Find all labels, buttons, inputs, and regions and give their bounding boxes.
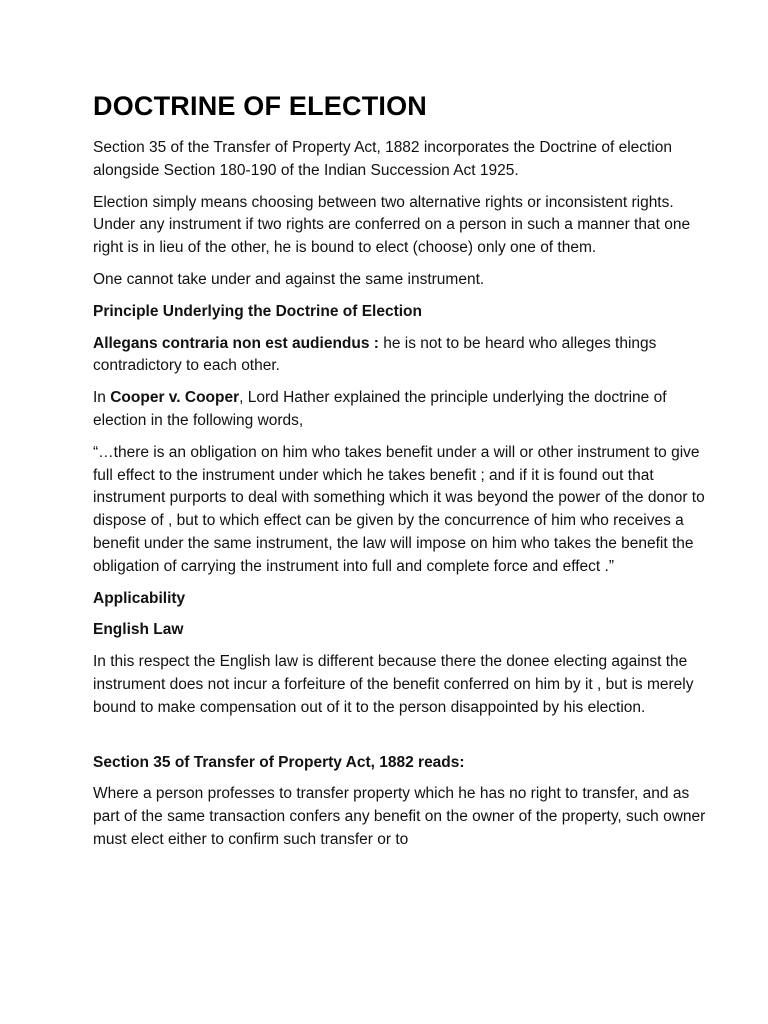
spacer: [93, 729, 708, 752]
paragraph-english-law: In this respect the English law is different because there the donee electing against the instrument does not incur a forfeiture of the benefit conferred on him by it , but is merely bound to make compensation out of it to the person disappointed by his election.: [93, 653, 694, 716]
heading-section35: Section 35 of Transfer of Property Act, 1882 reads:: [93, 753, 465, 771]
paragraph-cannot-take: One cannot take under and against the same instrument.: [93, 270, 485, 288]
paragraph-election-definition: Election simply means choosing between two alternative rights or inconsistent rights. Under any instrument if two rights are conferred on a person in such a manner that one right is in lieu of the other, he is bound to elect (choose) only one of them.: [93, 193, 691, 257]
paragraph-cooper-case: [93, 387, 708, 433]
heading-applicability: Applicability: [93, 589, 186, 607]
heading-principle: Principle Underlying the Doctrine of Election: [93, 302, 422, 320]
cooper-rest: , Lord Hather explained the principle underlying the doctrine of election in the following words,: [93, 389, 667, 429]
case-name: Cooper v. Cooper: [110, 389, 240, 407]
paragraph-section35-text: Where a person professes to transfer property which he has no right to transfer, and as part of the same transaction confers any benefit on the owner of the property, such owner must elect either to confirm such transfer or to: [93, 785, 706, 848]
heading-english-law: English Law: [93, 621, 184, 639]
paragraph-section35-intro: Section 35 of the Transfer of Property Act, 1882 incorporates the Doctrine of election alongside Section 180-190 of the Indian Succession Act 1925.: [93, 139, 672, 179]
maxim-explanation: he is not to be heard who alleges things contradictory to each other.: [93, 334, 657, 375]
document-title: DOCTRINE OF ELECTION: [93, 91, 427, 121]
cooper-prefix: In: [93, 389, 111, 407]
paragraph-allegans: [93, 333, 708, 379]
paragraph-quote: “…there is an obligation on him who takes benefit under a will or other instrument to give full effect to the instrument under which he takes benefit ; and if it is found out that instrument purports to deal with something which it was beyond the power of the donor to dispose of , but to which effect can be given by the concurrence of him who receives a benefit under the same instrument, the law will impose on him who takes the benefit the obligation of carrying the instrument into full and complete force and effect .”: [93, 443, 705, 575]
maxim-text: Allegans contraria non est audiendus :: [93, 334, 379, 352]
